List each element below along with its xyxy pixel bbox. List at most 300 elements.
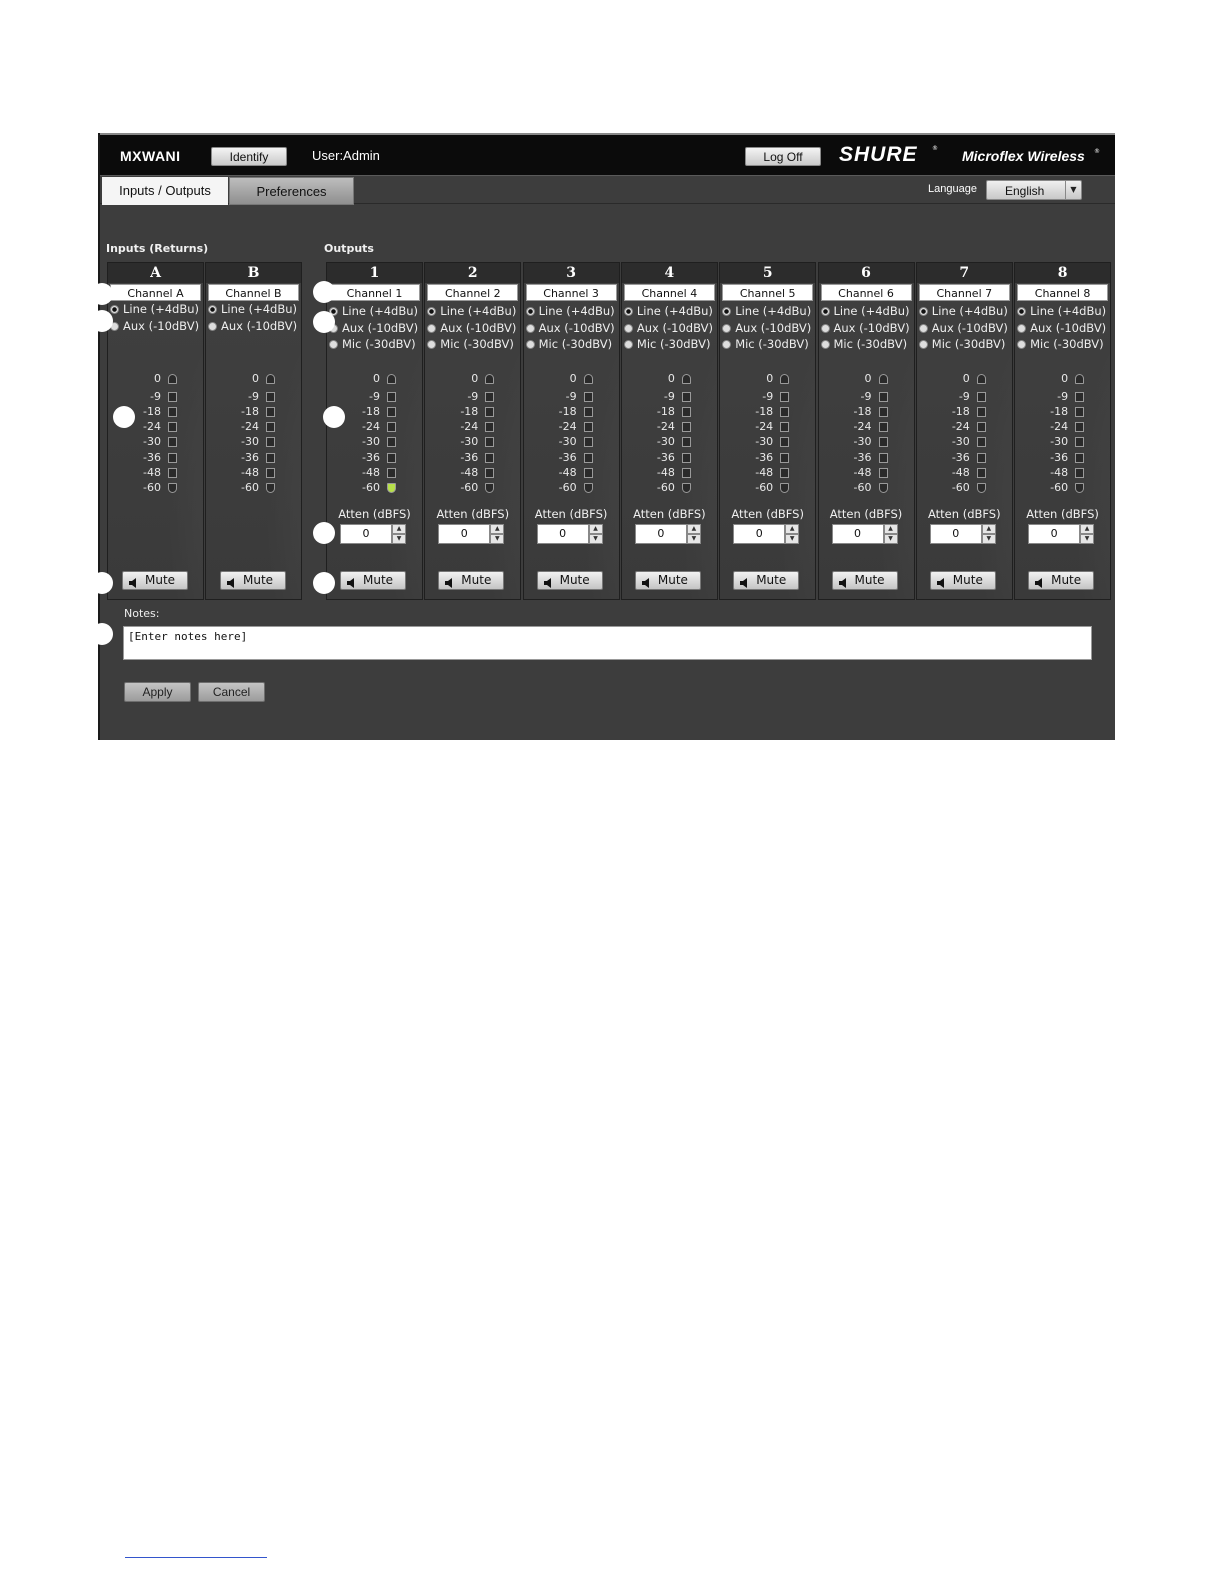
stepper-down-icon[interactable]: ▼ — [589, 534, 603, 544]
channel-id: 8 — [1015, 263, 1110, 283]
radio-button-icon[interactable] — [427, 340, 436, 349]
input-level-option[interactable] — [722, 337, 809, 353]
meter-led-icon — [584, 453, 593, 463]
meter-led-icon — [780, 437, 789, 447]
meter-scale-label: 0 — [962, 372, 970, 385]
input-level-option[interactable] — [329, 321, 418, 337]
input-level-label: Line (+4dBu) — [123, 302, 200, 316]
meter-scale-label: -24 — [755, 420, 774, 433]
meter-led-icon — [977, 453, 986, 463]
meter-led-icon — [1075, 483, 1084, 493]
meter-scale-label: -60 — [656, 481, 675, 494]
meter-scale-label: -48 — [460, 466, 479, 479]
atten-stepper[interactable] — [1028, 524, 1094, 544]
stepper-down-icon[interactable]: ▼ — [1080, 534, 1094, 544]
stepper-down-icon[interactable]: ▼ — [687, 534, 701, 544]
meter-led-icon — [780, 468, 789, 478]
mute-button[interactable] — [537, 571, 603, 590]
callout-marker — [91, 572, 113, 594]
input-level-label: Aux (-10dBV) — [342, 321, 419, 335]
apply-button[interactable]: Apply — [124, 682, 191, 702]
meter-scale-label: -30 — [755, 435, 774, 448]
radio-button-icon[interactable] — [208, 322, 217, 331]
radio-button-icon[interactable] — [624, 340, 633, 349]
meter-row — [720, 451, 815, 465]
atten-stepper[interactable] — [930, 524, 996, 544]
atten-label: Atten (dBFS) — [1026, 507, 1099, 521]
input-level-label: Line (+4dBu) — [636, 304, 713, 318]
meter-led-icon — [977, 392, 986, 402]
radio-button-icon[interactable] — [821, 340, 830, 349]
input-level-option[interactable] — [919, 304, 1008, 320]
channel-id: B — [206, 263, 301, 283]
channel-name-field[interactable]: Channel 7 — [919, 284, 1010, 301]
mute-button[interactable] — [122, 571, 188, 590]
meter-led-icon — [682, 483, 691, 493]
input-level-option[interactable] — [427, 321, 516, 337]
input-level-option[interactable] — [624, 304, 713, 320]
atten-stepper[interactable] — [635, 524, 701, 544]
meter-row — [108, 481, 203, 495]
meter-led-icon — [485, 437, 494, 447]
meter-scale-label: -48 — [951, 466, 970, 479]
level-meter — [108, 372, 203, 502]
atten-input[interactable]: 0 — [537, 524, 589, 544]
input-level-option[interactable] — [208, 302, 297, 318]
meter-row — [819, 390, 914, 404]
radio-button-icon[interactable] — [821, 324, 830, 333]
tab-preferences[interactable]: Preferences — [229, 177, 354, 205]
meter-row — [1015, 481, 1110, 495]
meter-row — [622, 451, 717, 465]
channel-name-field[interactable]: Channel 5 — [722, 284, 813, 301]
channel-name-field[interactable]: Channel 1 — [329, 284, 420, 301]
speaker-icon — [347, 576, 356, 586]
mute-button[interactable] — [220, 571, 286, 590]
meter-led-icon — [266, 468, 275, 478]
meter-led-icon — [780, 392, 789, 402]
meter-row — [720, 405, 815, 419]
input-level-option[interactable] — [722, 321, 811, 337]
radio-button-icon[interactable] — [1017, 307, 1026, 316]
input-level-option[interactable] — [329, 337, 416, 353]
meter-scale-label: -30 — [1050, 435, 1069, 448]
meter-row — [425, 372, 520, 386]
notes-field[interactable]: [Enter notes here] — [123, 626, 1092, 660]
meter-row — [622, 466, 717, 480]
meter-row — [206, 435, 301, 449]
atten-input[interactable]: 0 — [340, 524, 392, 544]
input-level-label: Line (+4dBu) — [440, 304, 517, 318]
input-level-option[interactable] — [1017, 321, 1106, 337]
meter-led-icon — [682, 453, 691, 463]
input-level-label: Aux (-10dBV) — [538, 321, 615, 335]
meter-row — [425, 466, 520, 480]
meter-scale-label: -9 — [565, 390, 577, 403]
meter-row — [917, 405, 1012, 419]
meter-scale-label: -60 — [460, 481, 479, 494]
input-level-option[interactable] — [526, 304, 615, 320]
input-strip-b — [205, 262, 302, 600]
meter-led-icon — [584, 468, 593, 478]
meter-row — [327, 451, 422, 465]
meter-row — [720, 390, 815, 404]
channel-name-field[interactable]: Channel 6 — [821, 284, 912, 301]
channel-name-field[interactable]: Channel 4 — [624, 284, 715, 301]
input-level-option[interactable] — [821, 304, 910, 320]
meter-row — [425, 405, 520, 419]
stepper-up-icon[interactable]: ▲ — [392, 524, 406, 534]
meter-scale-label: -60 — [362, 481, 380, 494]
channel-id: 6 — [819, 263, 914, 283]
input-level-option[interactable] — [427, 337, 514, 353]
meter-scale-label: -36 — [143, 451, 161, 464]
meter-row — [819, 435, 914, 449]
app-header — [100, 133, 1115, 175]
input-level-option[interactable] — [1017, 337, 1104, 353]
channel-name-field[interactable]: Channel A — [110, 284, 201, 301]
meter-row — [425, 390, 520, 404]
input-level-option[interactable] — [919, 321, 1008, 337]
meter-scale-label: -18 — [951, 405, 970, 418]
input-level-option[interactable] — [427, 304, 516, 320]
meter-led-icon — [485, 407, 494, 417]
meter-row — [819, 481, 914, 495]
chevron-down-icon[interactable]: ▼ — [1065, 181, 1081, 199]
meter-scale-label: -18 — [143, 405, 161, 418]
stepper-up-icon[interactable]: ▲ — [982, 524, 996, 534]
input-level-option[interactable] — [1017, 304, 1106, 320]
meter-row — [524, 466, 619, 480]
meter-led-icon — [584, 374, 593, 384]
mute-label: Mute — [657, 573, 688, 587]
radio-button-icon[interactable] — [110, 305, 119, 314]
mute-label: Mute — [145, 573, 176, 587]
meter-row — [917, 390, 1012, 404]
meter-scale-label: -30 — [362, 435, 380, 448]
meter-scale-label: -24 — [656, 420, 675, 433]
radio-button-icon[interactable] — [624, 307, 633, 316]
atten-stepper[interactable] — [438, 524, 504, 544]
atten-input[interactable]: 0 — [635, 524, 687, 544]
meter-led-icon — [879, 422, 888, 432]
speaker-icon — [839, 576, 848, 586]
channel-id: 3 — [524, 263, 619, 283]
stepper-down-icon[interactable]: ▼ — [392, 534, 406, 544]
meter-row — [524, 420, 619, 434]
meter-led-icon — [387, 437, 396, 447]
identify-button[interactable]: Identify — [211, 147, 287, 166]
mute-button[interactable] — [1028, 571, 1094, 590]
meter-scale-label: -18 — [656, 405, 675, 418]
output-strip-5 — [719, 262, 816, 600]
meter-scale-label: -9 — [762, 390, 774, 403]
meter-row — [622, 435, 717, 449]
meter-led-icon — [168, 468, 177, 478]
radio-button-icon[interactable] — [427, 324, 436, 333]
meter-led-icon — [780, 407, 789, 417]
input-level-option[interactable] — [208, 319, 297, 335]
mute-label: Mute — [952, 573, 983, 587]
atten-label: Atten (dBFS) — [928, 507, 1001, 521]
radio-button-icon[interactable] — [919, 324, 928, 333]
meter-led-icon — [168, 407, 177, 417]
input-level-option[interactable] — [329, 304, 418, 320]
meter-scale-label: 0 — [1061, 372, 1069, 385]
atten-label: Atten (dBFS) — [534, 507, 608, 521]
footer-link[interactable] — [125, 1557, 267, 1558]
level-meter — [1015, 372, 1110, 502]
input-level-option[interactable] — [624, 337, 711, 353]
radio-button-icon[interactable] — [722, 307, 731, 316]
meter-scale-label: -30 — [241, 435, 259, 448]
mute-button[interactable] — [733, 571, 799, 590]
mute-button[interactable] — [340, 571, 406, 590]
meter-led-icon — [168, 374, 177, 384]
stepper-up-icon[interactable]: ▲ — [687, 524, 701, 534]
meter-led-icon — [780, 374, 789, 384]
radio-button-icon[interactable] — [526, 324, 535, 333]
speaker-icon — [1035, 576, 1044, 586]
meter-row — [819, 451, 914, 465]
radio-button-icon[interactable] — [526, 340, 535, 349]
radio-button-icon[interactable] — [722, 340, 731, 349]
input-level-label: Line (+4dBu) — [735, 304, 812, 318]
input-level-option[interactable] — [110, 319, 199, 335]
meter-row — [1015, 372, 1110, 386]
stepper-down-icon[interactable]: ▼ — [785, 534, 799, 544]
meter-scale-label: -9 — [663, 390, 675, 403]
meter-scale-label: 0 — [864, 372, 872, 385]
meter-row — [206, 372, 301, 386]
meter-led-icon — [584, 407, 593, 417]
log-off-button[interactable]: Log Off — [745, 147, 821, 166]
output-strip-8 — [1014, 262, 1111, 600]
callout-marker — [313, 522, 335, 544]
radio-button-icon[interactable] — [919, 340, 928, 349]
meter-scale-label: -60 — [1050, 481, 1069, 494]
input-level-option[interactable] — [821, 337, 908, 353]
input-level-option[interactable] — [624, 321, 713, 337]
level-meter — [425, 372, 520, 502]
meter-scale-label: -60 — [558, 481, 577, 494]
meter-scale-label: -36 — [460, 451, 479, 464]
meter-led-icon — [485, 374, 494, 384]
meter-led-icon — [387, 453, 396, 463]
mute-button[interactable] — [930, 571, 996, 590]
meter-led-icon — [879, 483, 888, 493]
meter-led-icon — [387, 483, 396, 493]
input-level-label: Mic (-30dBV) — [735, 337, 809, 351]
atten-stepper[interactable] — [340, 524, 406, 544]
channel-name-field[interactable]: Channel 2 — [427, 284, 518, 301]
radio-button-icon[interactable] — [722, 324, 731, 333]
stepper-down-icon[interactable]: ▼ — [490, 534, 504, 544]
meter-row — [327, 466, 422, 480]
meter-scale-label: -36 — [951, 451, 970, 464]
meter-scale-label: -24 — [460, 420, 479, 433]
atten-input[interactable]: 0 — [832, 524, 884, 544]
meter-row — [206, 405, 301, 419]
radio-button-icon[interactable] — [208, 305, 217, 314]
radio-button-icon[interactable] — [919, 307, 928, 316]
meter-led-icon — [485, 392, 494, 402]
meter-row — [917, 451, 1012, 465]
radio-button-icon[interactable] — [821, 307, 830, 316]
input-level-option[interactable] — [526, 337, 613, 353]
meter-scale-label: -60 — [241, 481, 259, 494]
meter-scale-label: -36 — [362, 451, 380, 464]
meter-scale-label: -36 — [1050, 451, 1069, 464]
channel-id: 2 — [425, 263, 520, 283]
radio-button-icon[interactable] — [624, 324, 633, 333]
meter-scale-label: -30 — [853, 435, 872, 448]
callout-marker — [113, 406, 135, 428]
meter-led-icon — [977, 374, 986, 384]
meter-row — [1015, 420, 1110, 434]
input-level-option[interactable] — [821, 321, 910, 337]
input-level-label: Aux (-10dBV) — [123, 319, 200, 333]
meter-scale-label: -30 — [656, 435, 675, 448]
meter-scale-label: -60 — [951, 481, 970, 494]
stepper-up-icon[interactable]: ▲ — [490, 524, 504, 534]
level-meter — [524, 372, 619, 502]
stepper-up-icon[interactable]: ▲ — [1080, 524, 1094, 534]
channel-name-field[interactable]: Channel 3 — [526, 284, 617, 301]
speaker-icon — [129, 576, 138, 586]
input-level-option[interactable] — [722, 304, 811, 320]
radio-button-icon[interactable] — [329, 340, 338, 349]
meter-scale-label: -36 — [755, 451, 774, 464]
stepper-down-icon[interactable]: ▼ — [884, 534, 898, 544]
channel-name-field[interactable]: Channel B — [208, 284, 299, 301]
meter-scale-label: -48 — [755, 466, 774, 479]
meter-led-icon — [168, 392, 177, 402]
meter-led-icon — [879, 374, 888, 384]
cancel-button[interactable]: Cancel — [198, 682, 265, 702]
input-level-option[interactable] — [110, 302, 199, 318]
meter-scale-label: 0 — [154, 372, 161, 385]
input-level-option[interactable] — [526, 321, 615, 337]
meter-row — [206, 420, 301, 434]
meter-led-icon — [1075, 468, 1084, 478]
meter-scale-label: -30 — [143, 435, 161, 448]
meter-scale-label: -36 — [656, 451, 675, 464]
meter-row — [917, 435, 1012, 449]
stepper-down-icon[interactable]: ▼ — [982, 534, 996, 544]
input-strip-a — [107, 262, 204, 600]
language-label: Language — [928, 183, 977, 195]
brand-registered-mark: ® — [932, 145, 938, 152]
meter-scale-label: -18 — [1050, 405, 1069, 418]
meter-row — [108, 372, 203, 386]
meter-row — [720, 435, 815, 449]
meter-row — [622, 481, 717, 495]
meter-row — [327, 372, 422, 386]
meter-row — [917, 466, 1012, 480]
atten-stepper[interactable] — [733, 524, 799, 544]
channel-id: 1 — [327, 263, 422, 283]
meter-row — [108, 390, 203, 404]
meter-scale-label: -48 — [656, 466, 675, 479]
atten-input[interactable]: 0 — [733, 524, 785, 544]
meter-row — [524, 435, 619, 449]
mute-label: Mute — [243, 573, 274, 587]
channel-name-field[interactable]: Channel 8 — [1017, 284, 1108, 301]
mute-button[interactable] — [635, 571, 701, 590]
meter-scale-label: -18 — [558, 405, 577, 418]
atten-label: Atten (dBFS) — [436, 507, 510, 521]
atten-stepper[interactable] — [832, 524, 898, 544]
input-level-label: Mic (-30dBV) — [1030, 337, 1104, 351]
mute-button[interactable] — [832, 571, 898, 590]
atten-stepper[interactable] — [537, 524, 603, 544]
atten-input[interactable]: 0 — [930, 524, 982, 544]
input-level-label: Line (+4dBu) — [1030, 304, 1107, 318]
input-level-label: Aux (-10dBV) — [221, 319, 298, 333]
meter-scale-label: -48 — [558, 466, 577, 479]
meter-scale-label: -36 — [558, 451, 577, 464]
stepper-up-icon[interactable]: ▲ — [884, 524, 898, 534]
mute-button[interactable] — [438, 571, 504, 590]
meter-led-icon — [168, 453, 177, 463]
meter-led-icon — [584, 422, 593, 432]
input-level-option[interactable] — [919, 337, 1006, 353]
radio-button-icon[interactable] — [526, 307, 535, 316]
meter-row — [819, 372, 914, 386]
meter-led-icon — [1075, 422, 1084, 432]
meter-led-icon — [266, 392, 275, 402]
channel-id: 7 — [917, 263, 1012, 283]
meter-row — [622, 420, 717, 434]
tab-bar — [100, 175, 1115, 204]
meter-scale-label: -48 — [362, 466, 380, 479]
language-select[interactable] — [986, 180, 1082, 200]
meter-row — [524, 405, 619, 419]
input-level-label: Line (+4dBu) — [538, 304, 615, 318]
meter-led-icon — [1075, 437, 1084, 447]
tab-inputs-outputs[interactable]: Inputs / Outputs — [102, 177, 228, 205]
meter-row — [524, 481, 619, 495]
meter-row — [622, 390, 717, 404]
atten-input[interactable]: 0 — [1028, 524, 1080, 544]
meter-row — [425, 481, 520, 495]
meter-scale-label: 0 — [569, 372, 577, 385]
atten-label: Atten (dBFS) — [633, 507, 706, 521]
meter-row — [1015, 451, 1110, 465]
atten-input[interactable]: 0 — [438, 524, 490, 544]
channel-id: 4 — [622, 263, 717, 283]
meter-scale-label: 0 — [667, 372, 675, 385]
input-level-label: Mic (-30dBV) — [538, 337, 613, 351]
meter-scale-label: -24 — [241, 420, 259, 433]
stepper-up-icon[interactable]: ▲ — [589, 524, 603, 534]
radio-button-icon[interactable] — [427, 307, 436, 316]
meter-led-icon — [584, 437, 593, 447]
meter-scale-label: -18 — [241, 405, 259, 418]
output-strip-6 — [818, 262, 915, 600]
meter-scale-label: -18 — [362, 405, 380, 418]
radio-button-icon[interactable] — [1017, 340, 1026, 349]
stepper-up-icon[interactable]: ▲ — [785, 524, 799, 534]
level-meter — [622, 372, 717, 502]
meter-led-icon — [266, 422, 275, 432]
meter-led-icon — [879, 392, 888, 402]
meter-scale-label: -18 — [853, 405, 872, 418]
meter-led-icon — [879, 437, 888, 447]
radio-button-icon[interactable] — [1017, 324, 1026, 333]
meter-led-icon — [977, 483, 986, 493]
